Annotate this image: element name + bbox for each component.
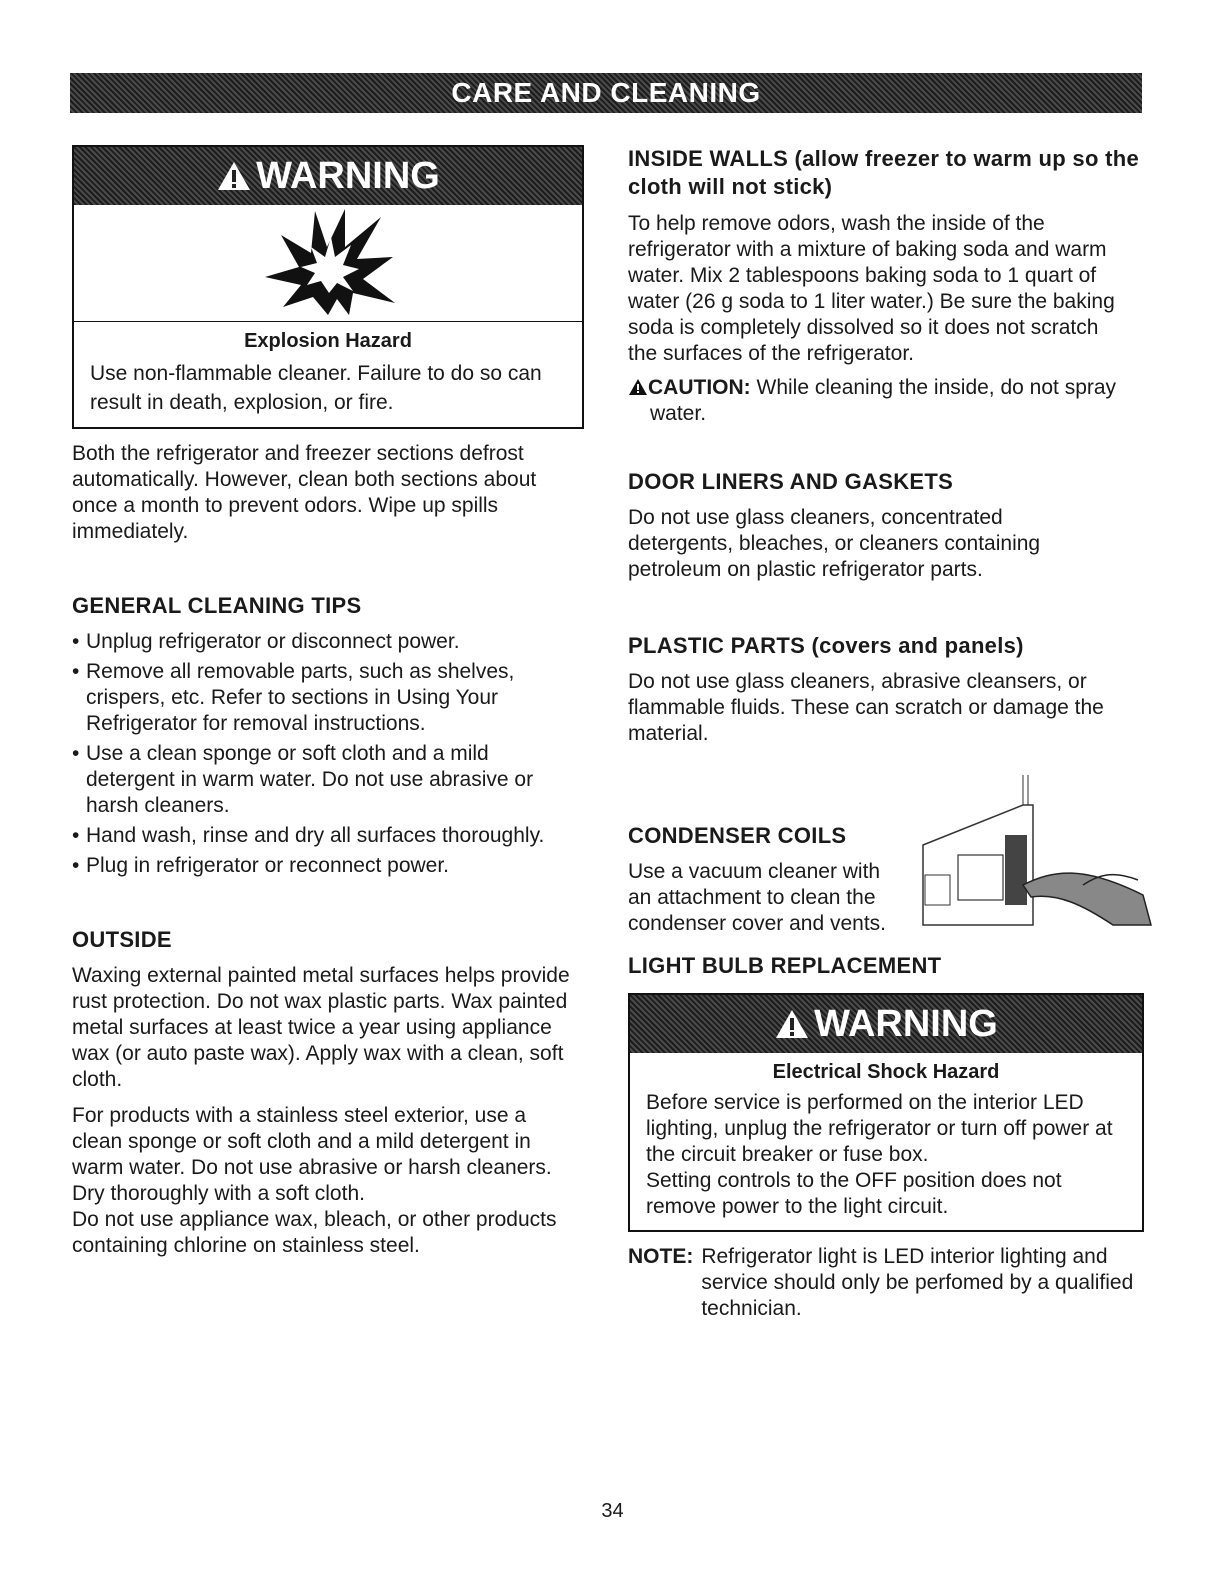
- warning-title: Electrical Shock Hazard: [772, 1061, 1000, 1083]
- warning-label: WARNING: [814, 1002, 998, 1045]
- vacuum-cleaning-illustration: [913, 775, 1153, 935]
- warning-title: Explosion Hazard: [244, 330, 412, 352]
- general-cleaning-section: [72, 593, 572, 879]
- general-cleaning-heading: GENERAL CLEANING TIPS: [72, 593, 362, 618]
- caution-triangle-icon: [628, 378, 648, 396]
- plastic-parts-section: [628, 633, 1148, 747]
- warning-text: Use non-flammable cleaner. Failure to do so can result in death, explosion, or fire.: [90, 362, 542, 414]
- list-item: • Hand wash, rinse and dry all surfaces thoroughly.: [72, 823, 562, 849]
- note-label: NOTE:: [628, 1245, 694, 1268]
- outside-paragraph-1: Waxing external painted metal surfaces helps provide rust protection. Do not wax plastic parts. Wax painted metal surfaces at least twice a year using appliance wax (or auto paste wax). Apply wax with a clean, soft cloth.: [72, 964, 570, 1091]
- section-title: CARE AND CLEANING: [451, 77, 761, 108]
- caution-note: [628, 375, 1148, 427]
- warning-triangle-icon: [216, 160, 252, 192]
- section-banner: [70, 73, 1142, 113]
- shock-warning-box: [628, 993, 1144, 1232]
- door-liners-section: [628, 469, 1148, 583]
- outside-section: [72, 927, 577, 1259]
- explosion-warning-box: [72, 145, 584, 429]
- light-bulb-section: [628, 953, 1148, 1322]
- explosion-icon-area: [74, 205, 582, 322]
- general-cleaning-list: [72, 629, 562, 879]
- note-text: Refrigerator light is LED interior lighting and service should only be perfomed by a qualified technician.: [701, 1245, 1134, 1320]
- warning-label: WARNING: [256, 154, 440, 197]
- light-bulb-heading: LIGHT BULB REPLACEMENT: [628, 953, 942, 978]
- door-liners-heading: DOOR LINERS AND GASKETS: [628, 469, 954, 494]
- caution-text: While cleaning the inside, do not spray water.: [650, 376, 1117, 425]
- plastic-parts-heading: PLASTIC PARTS (covers and panels): [628, 633, 1024, 658]
- plastic-parts-text: Do not use glass cleaners, abrasive cleansers, or flammable fluids. These can scratch or damage the material.: [628, 670, 1104, 745]
- caution-label: CAUTION:: [648, 376, 751, 399]
- list-item: • Unplug refrigerator or disconnect power.: [72, 629, 562, 655]
- warning-text-2: Setting controls to the OFF position does not remove power to the light circuit.: [646, 1169, 1062, 1218]
- note-block: [628, 1244, 1138, 1322]
- outside-heading: OUTSIDE: [72, 927, 172, 952]
- condenser-heading: CONDENSER COILS: [628, 823, 847, 848]
- warning-header: [74, 147, 582, 205]
- list-item: • Plug in refrigerator or reconnect power.: [72, 853, 562, 879]
- explosion-icon: [253, 207, 403, 319]
- condenser-text: Use a vacuum cleaner with an attachment to clean the condenser cover and vents.: [628, 860, 886, 935]
- inside-walls-heading: INSIDE WALLS (allow freezer to warm up so the cloth will not stick): [628, 146, 1140, 199]
- warning-text-1: Before service is performed on the interior LED lighting, unplug the refrigerator or turn off power at the circuit breaker or fuse box.: [646, 1091, 1113, 1166]
- outside-paragraph-2: For products with a stainless steel exterior, use a clean sponge or soft cloth and a mild detergent in warm water. Do not use abrasive or harsh cleaners. Dry thoroughly with a soft cloth.: [72, 1104, 552, 1205]
- intro-paragraph: Both the refrigerator and freezer sections defrost automatically. However, clean both sections about once a month to prevent odors. Wipe up spills immediately.: [72, 442, 537, 543]
- warning-triangle-icon: [774, 1008, 810, 1040]
- right-column: [628, 145, 1148, 1322]
- list-item: • Remove all removable parts, such as shelves, crispers, etc. Refer to sections in Using Your Refrigerator for removal instructions.: [72, 659, 562, 737]
- outside-paragraph-3: Do not use appliance wax, bleach, or other products containing chlorine on stainless steel.: [72, 1208, 557, 1257]
- page-number: 34: [601, 1500, 624, 1522]
- left-column: [72, 145, 572, 1259]
- door-liners-text: Do not use glass cleaners, concentrated detergents, bleaches, or cleaners containing petroleum on plastic refrigerator parts.: [628, 506, 1041, 581]
- list-item: • Use a clean sponge or soft cloth and a mild detergent in warm water. Do not use abrasive or harsh cleaners.: [72, 741, 562, 819]
- warning-header: [630, 995, 1142, 1053]
- inside-walls-section: [628, 145, 1148, 427]
- condenser-section: [628, 775, 1148, 935]
- inside-walls-text: To help remove odors, wash the inside of the refrigerator with a mixture of baking soda and warm water. Mix 2 tablespoons baking soda to 1 quart of water (26 g soda to 1 liter water.) Be sure the baking soda is completely dissolved so it does not scratch the surfaces of the refrigerator.: [628, 212, 1115, 365]
